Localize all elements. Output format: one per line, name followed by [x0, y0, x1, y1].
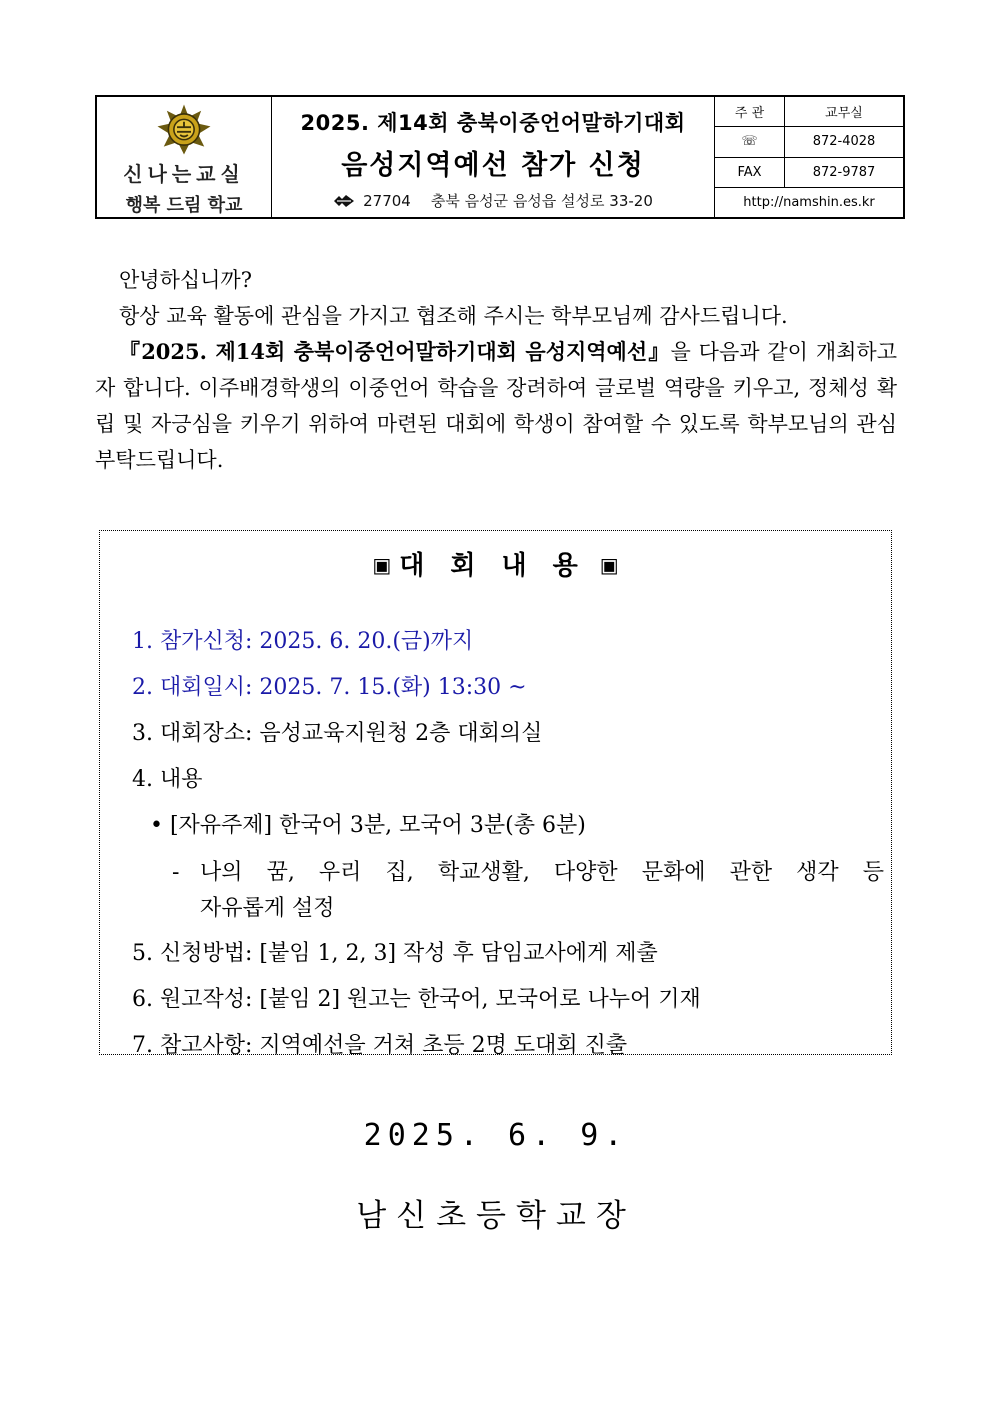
list-item: 3. 대회장소: 음성교육지원청 2층 대회의실 [132, 721, 543, 746]
square-bullet-icon: ▣ [372, 553, 392, 577]
dept-label: 주 관 [715, 97, 785, 126]
fax-value: 872-9787 [812, 164, 876, 180]
document-date: 2025. 6. 9. [363, 1118, 629, 1153]
dept-value: 교무실 [825, 106, 863, 122]
street-address: 충북 음성군 음성읍 설성로 33-20 [430, 192, 653, 210]
letterhead-title-cell [272, 97, 715, 217]
detail-line1: 나의 꿈, 우리 집, 학교생활, 다양한 문화에 관한 생각 등 [200, 860, 884, 885]
details-list [132, 619, 884, 1069]
school-slogan-line1: 신나는교실 [123, 162, 245, 186]
details-heading [100, 545, 891, 582]
contact-row-fax [715, 158, 903, 188]
details-heading-text: 대회내용 [399, 551, 604, 581]
square-bullet-icon: ▣ [599, 553, 619, 577]
contact-row-dept [715, 97, 903, 127]
dash-mark: - [172, 860, 180, 885]
contact-row-phone [715, 127, 903, 157]
greeting-line2: 항상 교육 활동에 관심을 가지고 협조해 주시는 학부모님께 감사드립니다. [119, 304, 788, 328]
document-title: 음성지역예선 참가 신청 [341, 150, 645, 181]
list-subitem: • [자유주제] 한국어 3분, 모국어 3분(총 6분) [150, 813, 586, 838]
greeting-line3-rest: 을 다음과 같이 개최하고자 합니다. 이주배경학생의 이중언어 학습을 장려하여 글로벌 역량을 키우고, 정체성 확립 및 자긍심을 키우기 위하여 마련된 대회에 학생이 참여할 수 있도록 학부모님의 관심 부탁드립니다. [95, 340, 897, 472]
fax-label: FAX [715, 158, 785, 187]
list-item: 5. 신청방법: [붙임 1, 2, 3] 작성 후 담임교사에게 제출 [132, 941, 658, 966]
list-subitem-detail [132, 855, 884, 927]
school-url[interactable]: http://namshin.es.kr [743, 194, 875, 210]
list-item: 6. 원고작성: [붙임 2] 원고는 한국어, 모국어로 나누어 기재 [132, 987, 701, 1012]
greeting-paragraph [95, 262, 897, 478]
letterhead [95, 95, 905, 219]
school-logo-cell [97, 97, 272, 217]
school-slogan-line2: 행복 드림 학교 [125, 195, 243, 216]
phone-value: 872-4028 [812, 134, 876, 150]
contact-row-url [715, 188, 903, 217]
contest-details-box [99, 530, 892, 1058]
mailbox-icon [333, 194, 355, 208]
phone-icon: ☏ [715, 127, 785, 156]
list-item: 7. 참고사항: 지역예선을 거쳐 초등 2명 도대회 진출 [132, 1033, 628, 1058]
list-item: 1. 참가신청: 2025. 6. 20.(금)까지 [132, 629, 474, 654]
event-name: 『2025. 제14회 충북이중언어말하기대회 음성지역예선』 [119, 339, 671, 364]
event-title: 2025. 제14회 충북이중언어말하기대회 [300, 111, 686, 135]
list-item: 2. 대회일시: 2025. 7. 15.(화) 13:30 ~ [132, 675, 527, 700]
postal-code: 27704 [363, 191, 411, 210]
greeting-line1: 안녕하십니까? [119, 268, 252, 292]
greeting-line3 [95, 334, 897, 478]
list-item: 4. 내용 [132, 767, 203, 792]
school-address [333, 190, 653, 211]
contact-table [715, 97, 903, 217]
school-emblem-icon [148, 103, 220, 156]
signer-name: 남신초등학교장 [356, 1198, 636, 1234]
detail-line2: 자유롭게 설정 [200, 896, 335, 921]
